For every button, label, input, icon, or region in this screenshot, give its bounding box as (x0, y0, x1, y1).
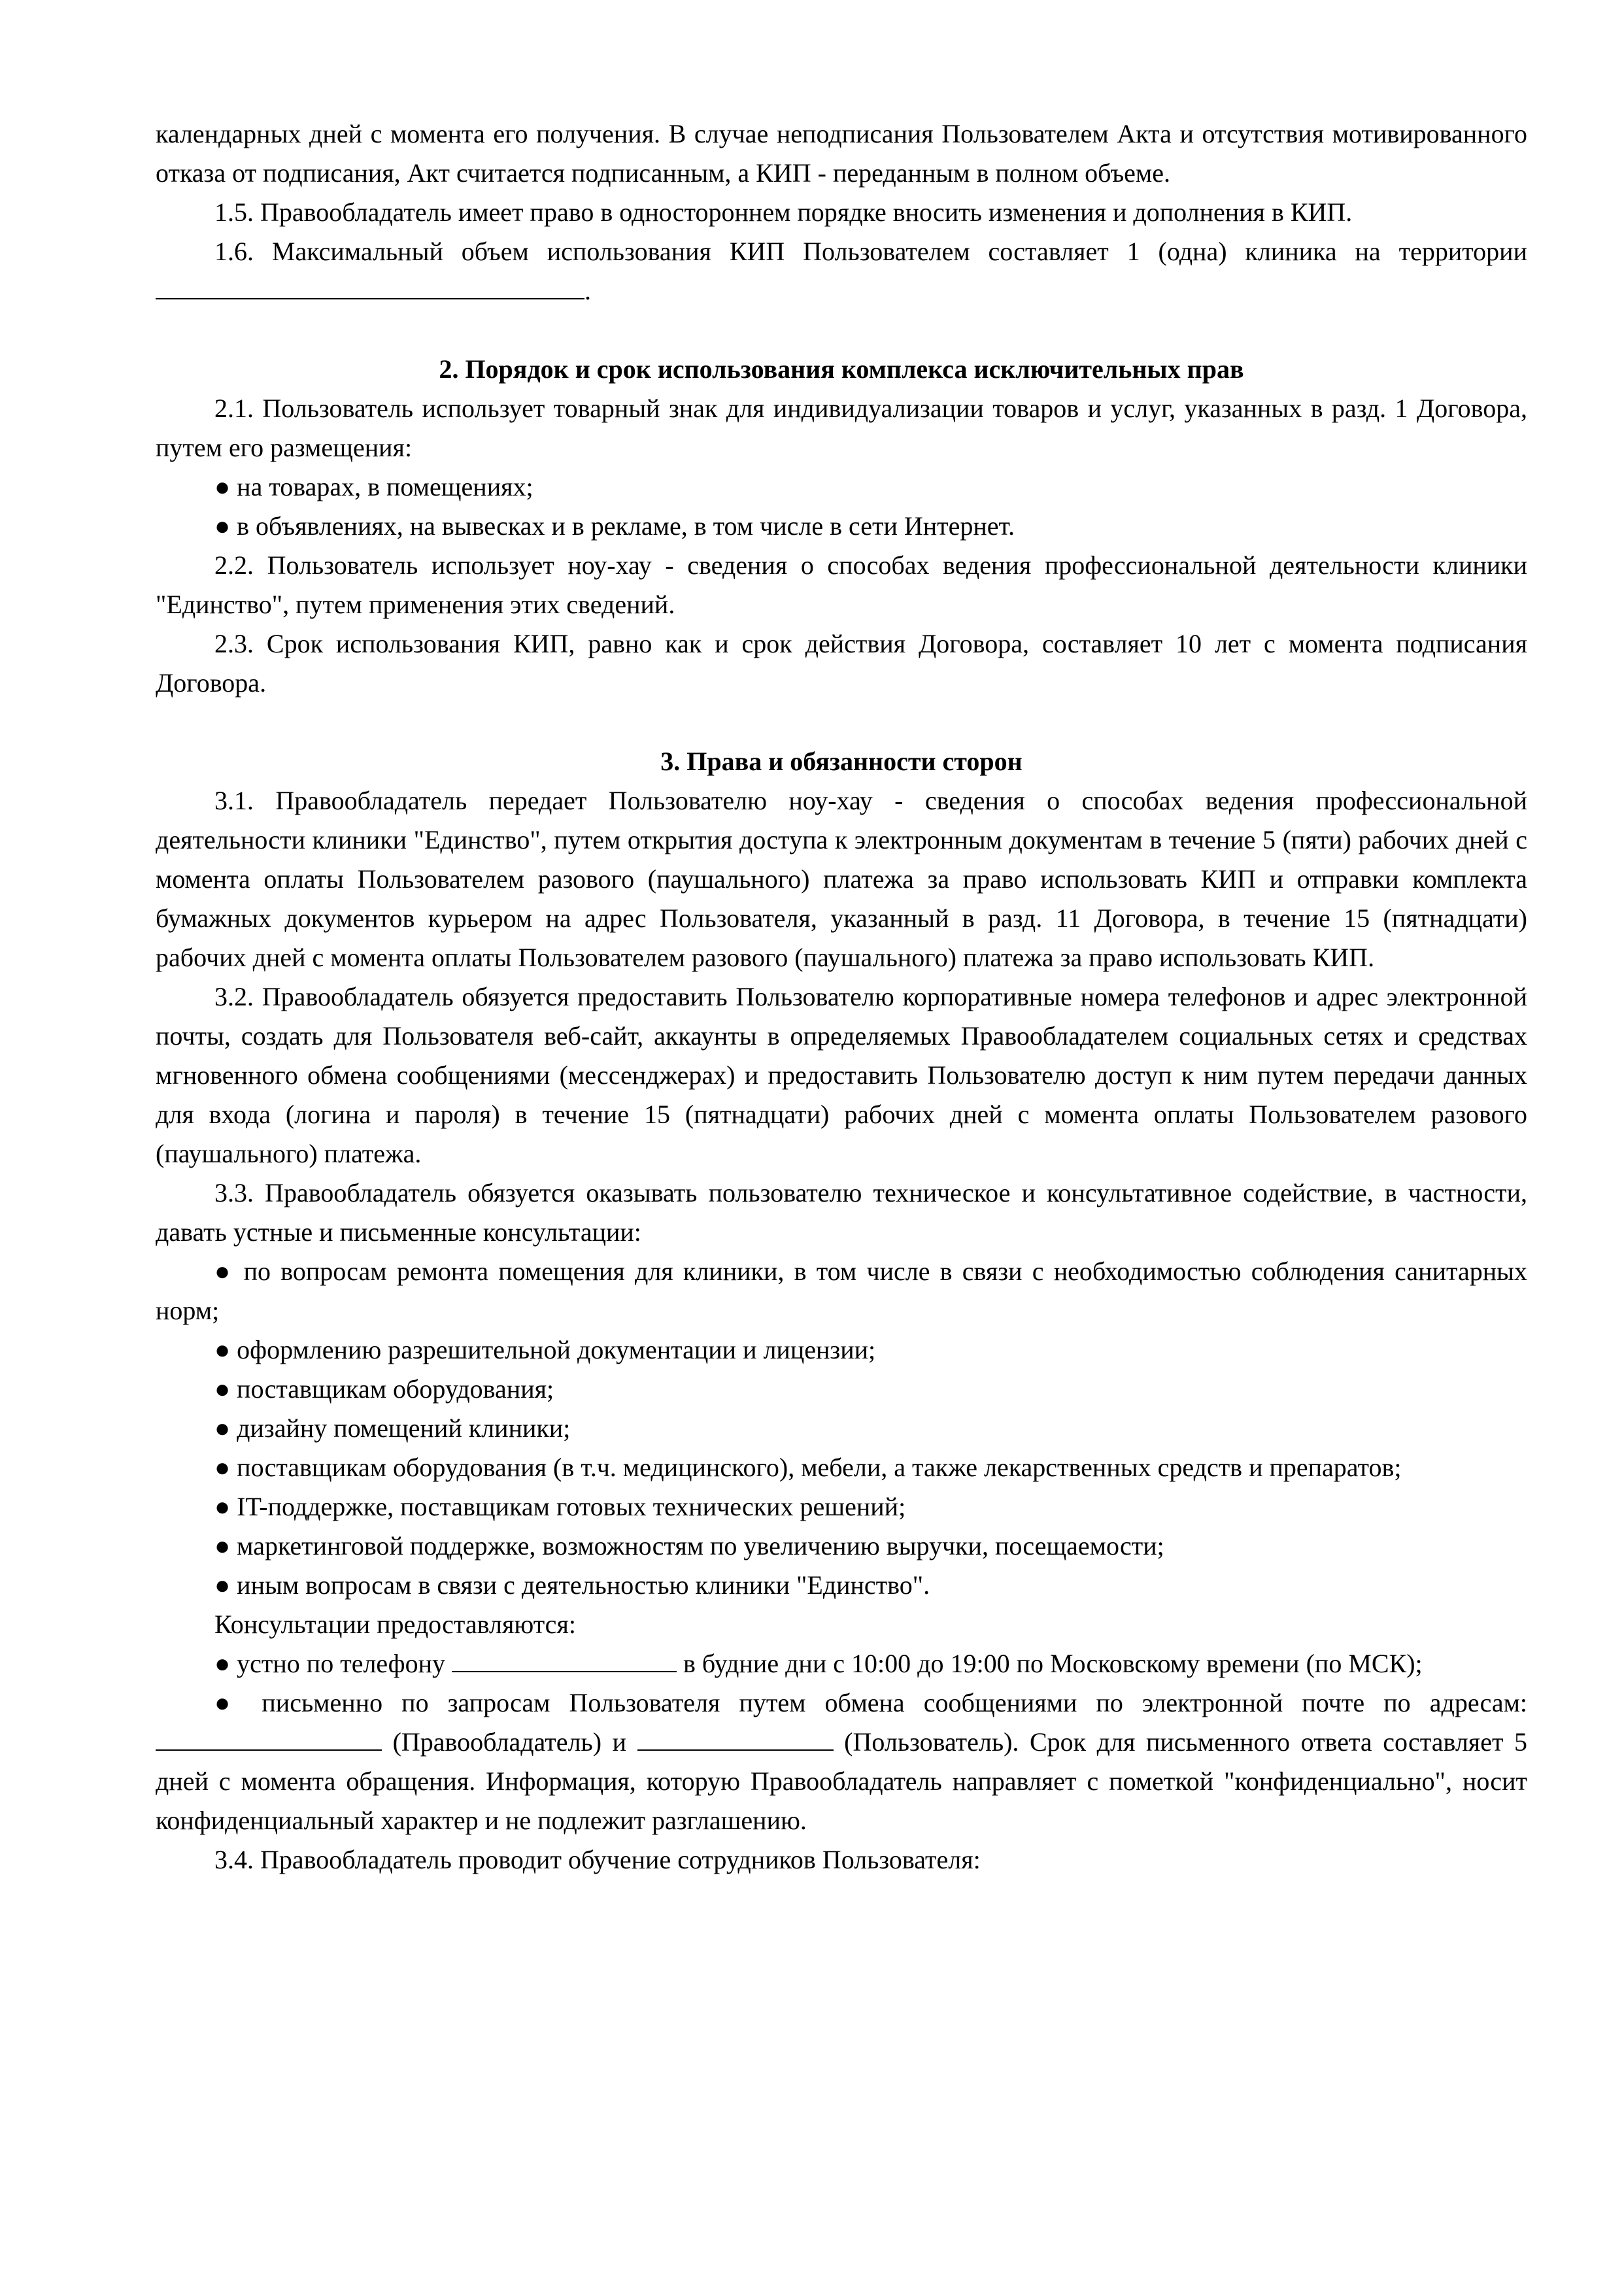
territory-blank (156, 275, 584, 299)
bullet-item: ● поставщикам оборудования; (214, 1374, 554, 1404)
clause-2-1: 2.1. Пользователь использует товарный знак для индивидуализации товаров и услуг, указанных в разд. 1 Договора, путем его размещения: (156, 394, 1527, 462)
written-text-a: ● письменно по запросам Пользователя путем обмена сообщениями по электронной почте по адресам: (214, 1688, 1527, 1717)
bullet-item: ● поставщикам оборудования (в т.ч. медицинского), мебели, а также лекарственных средств и препаратов; (214, 1453, 1402, 1482)
clause-2-2: 2.2. Пользователь использует ноу-хау - сведения о способах ведения профессиональной деятельности клиники "Единство", путем применения этих сведений. (156, 550, 1527, 619)
oral-text-end: в будние дни с 10:00 до 19:00 по Московскому времени (по МСК); (676, 1649, 1423, 1678)
clause-2-3: 2.3. Срок использования КИП, равно как и срок действия Договора, составляет 10 лет с момента подписания Договора. (156, 629, 1527, 698)
clause-3-4: 3.4. Правообладатель проводит обучение сотрудников Пользователя: (214, 1845, 981, 1874)
intro-paragraph: календарных дней с момента его получения. В случае неподписания Пользователем Акта и отсутствия мотивированного отказа от подписания, Акт считается подписанным, а КИП - переданным в полном объеме. (156, 119, 1527, 188)
consultation-label: Консультации предоставляются: (214, 1610, 576, 1639)
bullet-item: ● дизайну помещений клиники; (214, 1413, 571, 1443)
clause-1-5: 1.5. Правообладатель имеет право в одностороннем порядке вносить изменения и дополнения в КИП. (214, 197, 1353, 227)
oral-consultation (156, 1644, 1527, 1683)
user-email-blank (637, 1726, 834, 1751)
clause-1-6-text: 1.6. Максимальный объем использования КИП Пользователем составляет 1 (одна) клиника на территории (214, 237, 1527, 266)
clause-3-2: 3.2. Правообладатель обязуется предоставить Пользователю корпоративные номера телефонов и адрес электронной почты, создать для Пользователя веб-сайт, аккаунты в определяемых Правообладателем социальных сетях и средствах мгновенного обмена сообщениями (мессенджерах) и предоставить Пользователю доступ к ним путем передачи данных для входа (логина и пароля) в течение 15 (пятнадцати) рабочих дней с момента оплаты Пользователем разового (паушального) платежа. (156, 982, 1527, 1168)
clause-3-1: 3.1. Правообладатель передает Пользователю ноу-хау - сведения о способах ведения профессиональной деятельности клиники "Единство", путем открытия доступа к электронным документам в течение 5 (пяти) рабочих дней с момента оплаты Пользователем разового (паушального) платежа за право использовать КИП и отправки комплекта бумажных документов курьером на адрес Пользователя, указанный в разд. 11 Договора, в течение 15 (пятнадцати) рабочих дней с момента оплаты Пользователем разового (паушального) платежа за право использовать КИП. (156, 786, 1527, 972)
bullet-item: ● на товарах, в помещениях; (214, 472, 533, 501)
oral-text: ● устно по телефону (214, 1649, 452, 1678)
written-text-b: (Правообладатель) и (382, 1727, 637, 1757)
document-page (156, 114, 1527, 1880)
owner-email-blank (156, 1726, 382, 1751)
section-2-title: 2. Порядок и срок использования комплекса исключительных прав (439, 354, 1244, 384)
clause-3-3: 3.3. Правообладатель обязуется оказывать пользователю техническое и консультативное содействие, в частности, давать устные и письменные консультации: (156, 1178, 1527, 1247)
bullet-item: ● IT-поддержке, поставщикам готовых технических решений; (214, 1492, 906, 1521)
written-text-c: (Пользователь). Срок для письменного ответа составляет 5 дней с момента обращения. Информация, которую Правообладатель направляет с пометкой "конфиденциально", носит конфиденциальный характер и не подлежит разглашению. (156, 1727, 1527, 1835)
clause-1-6-end: . (584, 276, 591, 305)
written-consultation (156, 1683, 1527, 1840)
bullet-item: ● оформлению разрешительной документации и лицензии; (214, 1335, 876, 1364)
bullet-item: ● в объявлениях, на вывесках и в рекламе, в том числе в сети Интернет. (214, 511, 1015, 541)
bullet-item: ● по вопросам ремонта помещения для клиники, в том числе в связи с необходимостью соблюдения санитарных норм; (156, 1257, 1527, 1325)
section-3-title: 3. Права и обязанности сторон (660, 747, 1023, 776)
bullet-item: ● иным вопросам в связи с деятельностью клиники "Единство". (214, 1570, 930, 1600)
phone-blank (452, 1647, 677, 1672)
clause-1-6 (156, 232, 1527, 311)
bullet-item: ● маркетинговой поддержке, возможностям по увеличению выручки, посещаемости; (214, 1531, 1164, 1560)
